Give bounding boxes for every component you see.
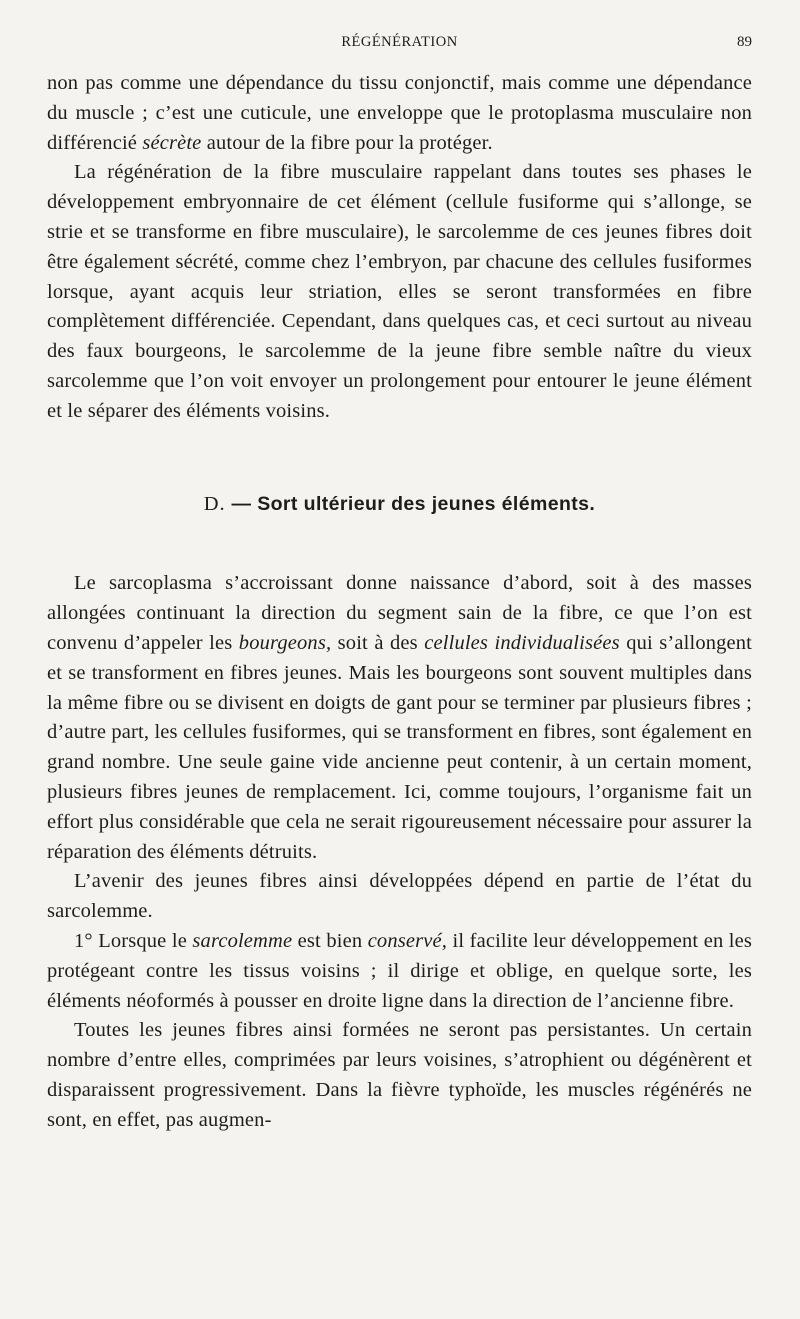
page-body	[47, 69, 752, 1136]
paragraph	[47, 927, 752, 1016]
paragraph: La régénération de la fibre musculaire rappelant dans toutes ses phases le développement embryonnaire de cet élément (cellule fusiforme qui s’allonge, se strie et se transforme en fibre musculaire), le sarcolemme de ces jeunes fibres doit être également sécrété, comme chez l’embryon, par chacune des cellules fusiformes lorsque, ayant acquis leur striation, elles se seront transformées en fibre complètement différenciée. Cependant, dans quelques cas, et ceci surtout au niveau des faux bourgeons, le sarcolemme de la jeune fibre semble naître du vieux sarcolemme que l’on voit envoyer un prolongement pour entourer le jeune élément et le séparer des éléments voisins.	[47, 161, 752, 422]
emphasis: bourgeons,	[238, 631, 332, 654]
page-number: 89	[737, 34, 752, 50]
running-head	[47, 34, 752, 56]
paragraph-text: autour de la fibre pour la protéger.	[206, 131, 493, 154]
running-title: RÉGÉNÉRATION	[341, 34, 458, 50]
emphasis: sarcolemme	[192, 929, 293, 952]
paragraph: L’avenir des jeunes fibres ainsi développées dépend en partie de l’état du sarcolemme.	[47, 870, 752, 923]
emphasis: cellules individualisées	[424, 631, 620, 654]
paragraph-text: il facilite leur développement en les protégeant contre les tissus voisins ; il dirige et oblige, en quelque sorte, les éléments néoformés à pousser en droite ligne dans la direction de l’ancienne fibre.	[47, 929, 753, 1012]
section-title: — Sort ultérieur des jeunes éléments.	[231, 492, 596, 515]
paragraph	[47, 569, 752, 867]
paragraph-text: qui s’allongent et se transforment en fibres jeunes. Mais les bourgeons sont souvent multiples dans la même fibre ou se divisent en doigts de gant pour se terminer par plusieurs fibres ; d’autre part, les cellules fusiformes, qui se transforment en fibres, sont également en grand nombre. Une seule gaine vide ancienne peut contenir, à un certain moment, plusieurs fibres jeunes de remplacement. Ici, comme toujours, l’organisme fait un effort plus considérable que cela ne serait rigoureusement nécessaire pour assurer la réparation des éléments détruits.	[47, 631, 753, 863]
emphasis: conservé,	[367, 929, 448, 952]
paragraph-text: non pas comme une dépendance du tissu conjonctif, mais comme une dépendance du muscle ; c’est une cuticule, une enveloppe que le protoplasma musculaire non différencié	[47, 72, 752, 154]
paragraph-text: est bien	[297, 929, 363, 952]
paragraph-text: 1° Lorsque le	[74, 929, 187, 952]
section-heading	[47, 490, 752, 520]
section-letter: D.	[203, 492, 226, 515]
paragraph	[47, 69, 752, 158]
paragraph: Toutes les jeunes fibres ainsi formées ne seront pas persistantes. Un certain nombre d’entre elles, comprimées par leurs voisines, s’atrophient ou dégénèrent et disparaissent progressivement. Dans la fièvre typhoïde, les muscles régénérés ne sont, en effet, pas augmen-	[47, 1019, 752, 1131]
paragraph-text: Le sarcoplasma s’accroissant donne naissance d’abord, soit à des masses allongées continuant la direction du segment sain de la fibre, ce que l’on est convenu d’appeler les	[47, 572, 752, 654]
emphasis: sécrète	[142, 131, 202, 154]
paragraph-text: soit à des	[337, 631, 418, 654]
